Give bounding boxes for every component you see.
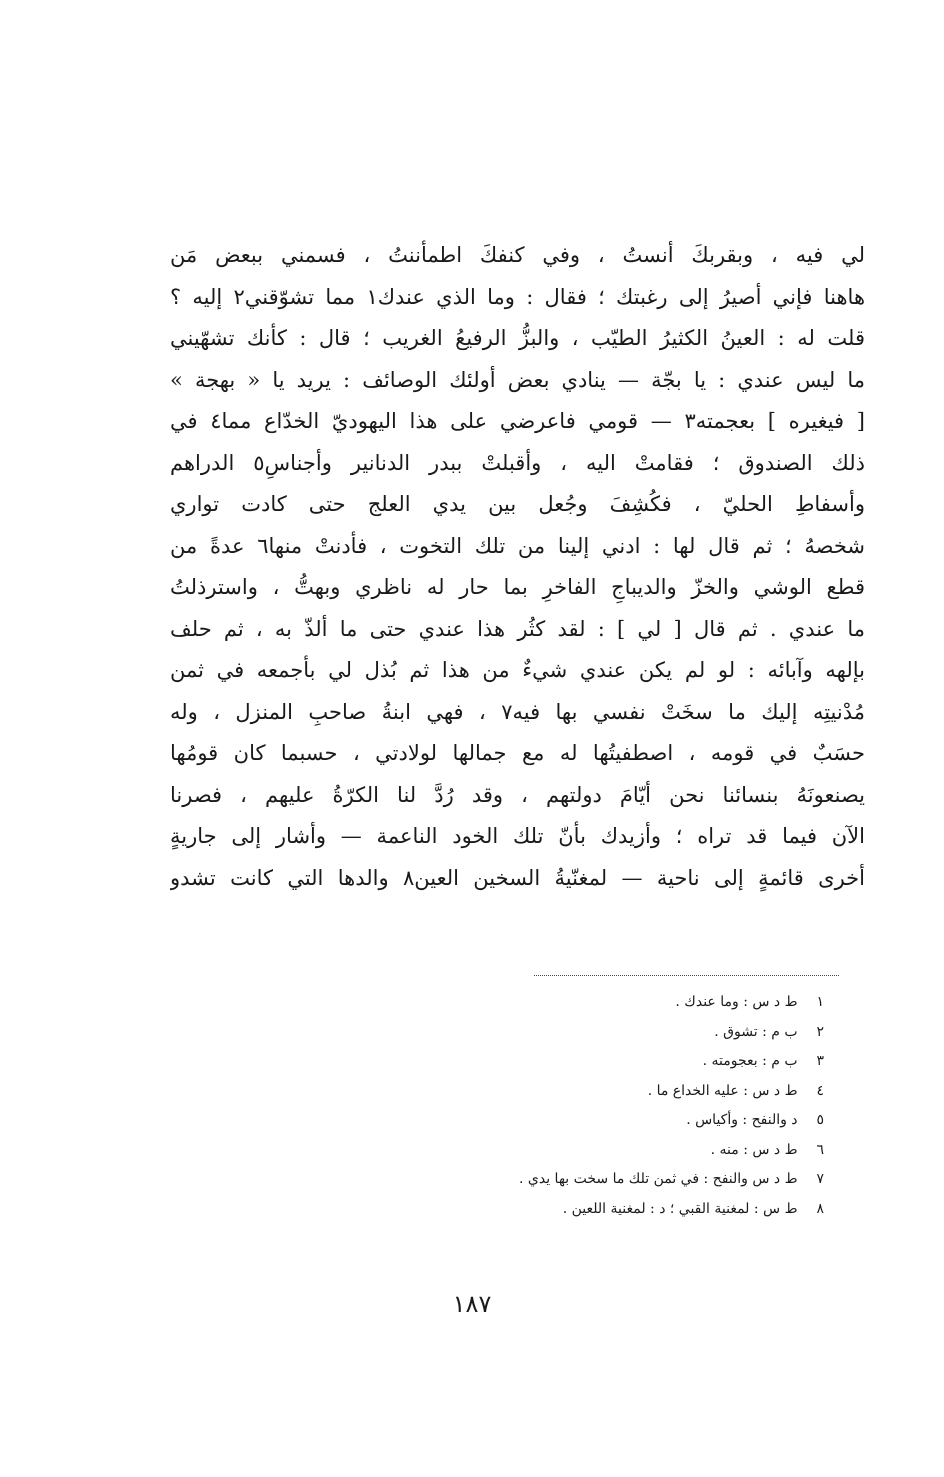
footnote: [300, 1077, 824, 1107]
footnote-text: ط د س : وما عندك .: [675, 994, 798, 1010]
footnote: [300, 1047, 824, 1077]
footnote-number: ١: [816, 994, 824, 1010]
text-line: الآن فيما قد تراه ؛ وأزيدك بأنّ تلك الخود الناعمة — وأشار إلى جاريةٍ: [170, 824, 865, 848]
text-line: ذلك الصندوق ؛ فقامتْ اليه ، وأقبلتْ ببدر الدنانير وأجناسِ٥ الدراهم: [170, 450, 865, 475]
footnote: [300, 1106, 824, 1136]
text-line: يصنعونَهُ بنسائنا نحن أيّامَ دولتهم ، وقد رُدَّ لنا الكرّةُ عليهم ، فصرنا: [170, 782, 865, 807]
footnote-number: ٤: [816, 1082, 824, 1099]
footnotes-block: [300, 988, 824, 1224]
footnote-divider: [534, 975, 839, 976]
page-number: ١٨٧: [452, 1290, 492, 1318]
text-line: مُدْنيتِه إليك ما سخَتْ نفسي بها فيه٧ ، فهي ابنةُ صاحبِ المنزل ، وله: [170, 699, 865, 724]
footnote-text: ب م : بعجومته .: [702, 1053, 798, 1069]
text-line: بإلهه وآبائه : لو لم يكن عندي شيءٌ من هذا ثم بُذل لي بأجمعه في ثمن: [170, 658, 865, 682]
footnote: [300, 1136, 824, 1166]
text-line: قطع الوشي والخزّ والديباجِ الفاخرِ بما حار له ناظري وبهتُّ ، واسترذلتُ: [170, 575, 865, 599]
footnote-number: ٨: [816, 1200, 824, 1217]
footnote: [300, 988, 824, 1018]
text-line: شخصهُ ؛ ثم قال لها : ادني إلينا من تلك التخوت ، فأدنتْ منها٦ عدةً من: [170, 533, 865, 558]
text-line: وأسفاطِ الحليّ ، فكُشِفَ وجُعل بين يدي العلج حتى كادت تواري: [170, 492, 865, 516]
footnote-text: ب م : تشوق .: [714, 1023, 798, 1040]
text-line: ما ليس عندي : يا بجّة — ينادي بعض أولئك الوصائف : يريد يا « بهجة »: [170, 367, 865, 392]
footnote-number: ٣: [816, 1053, 824, 1069]
text-line: [ فيغيره ] بعجمته٣ — قومي فاعرضي على هذا اليهوديّ الخدّاع مما٤ في: [170, 409, 865, 433]
footnote-number: ٥: [816, 1112, 824, 1128]
footnote-number: ٢: [816, 1023, 824, 1040]
text-line: حسَبٌ في قومه ، اصطفيتُها له مع جمالها لولادتي ، حسبما كان قومُها: [170, 741, 865, 765]
text-line: أخرى قائمةٍ إلى ناحية — لمغنّيةُ السخين العين٨ والدها التي كانت تشدو: [170, 865, 865, 890]
text-line: قلت له : العينُ الكثيرُ الطيّب ، والبزُّ الرفيعُ الغريب ؛ قال : كأنك تشهّيني: [170, 326, 865, 350]
text-line: هاهنا فإني أصيرُ إلى رغبتك ؛ فقال : وما الذي عندك١ مما تشوّقني٢ إليه ؟: [170, 284, 865, 309]
footnote-number: ٧: [816, 1171, 824, 1187]
footnote: [300, 1195, 824, 1225]
footnote-text: ط د س : عليه الخداع ما .: [647, 1082, 798, 1099]
footnote-text: د والنفح : وأكياس .: [686, 1112, 798, 1128]
footnote-text: ط س : لمغنية القبي ؛ د : لمغنية اللعين .: [562, 1200, 798, 1217]
text-line: ما عندي . ثم قال [ لي ] : لقد كثُر هذا عندي حتى ما ألذّ به ، ثم حلف: [170, 616, 865, 641]
footnote-text: ط د س والنفح : في ثمن تلك ما سخت بها يدي .: [519, 1171, 798, 1187]
footnote: [300, 1018, 824, 1048]
main-text-block: [170, 235, 865, 899]
text-line: لي فيه ، وبقربكَ أنستُ ، وفي كنفكَ اطمأننتُ ، فسمني ببعض مَن: [170, 243, 865, 267]
footnote: [300, 1165, 824, 1195]
footnote-text: ط د س : منه .: [710, 1141, 798, 1158]
footnote-number: ٦: [816, 1141, 824, 1158]
